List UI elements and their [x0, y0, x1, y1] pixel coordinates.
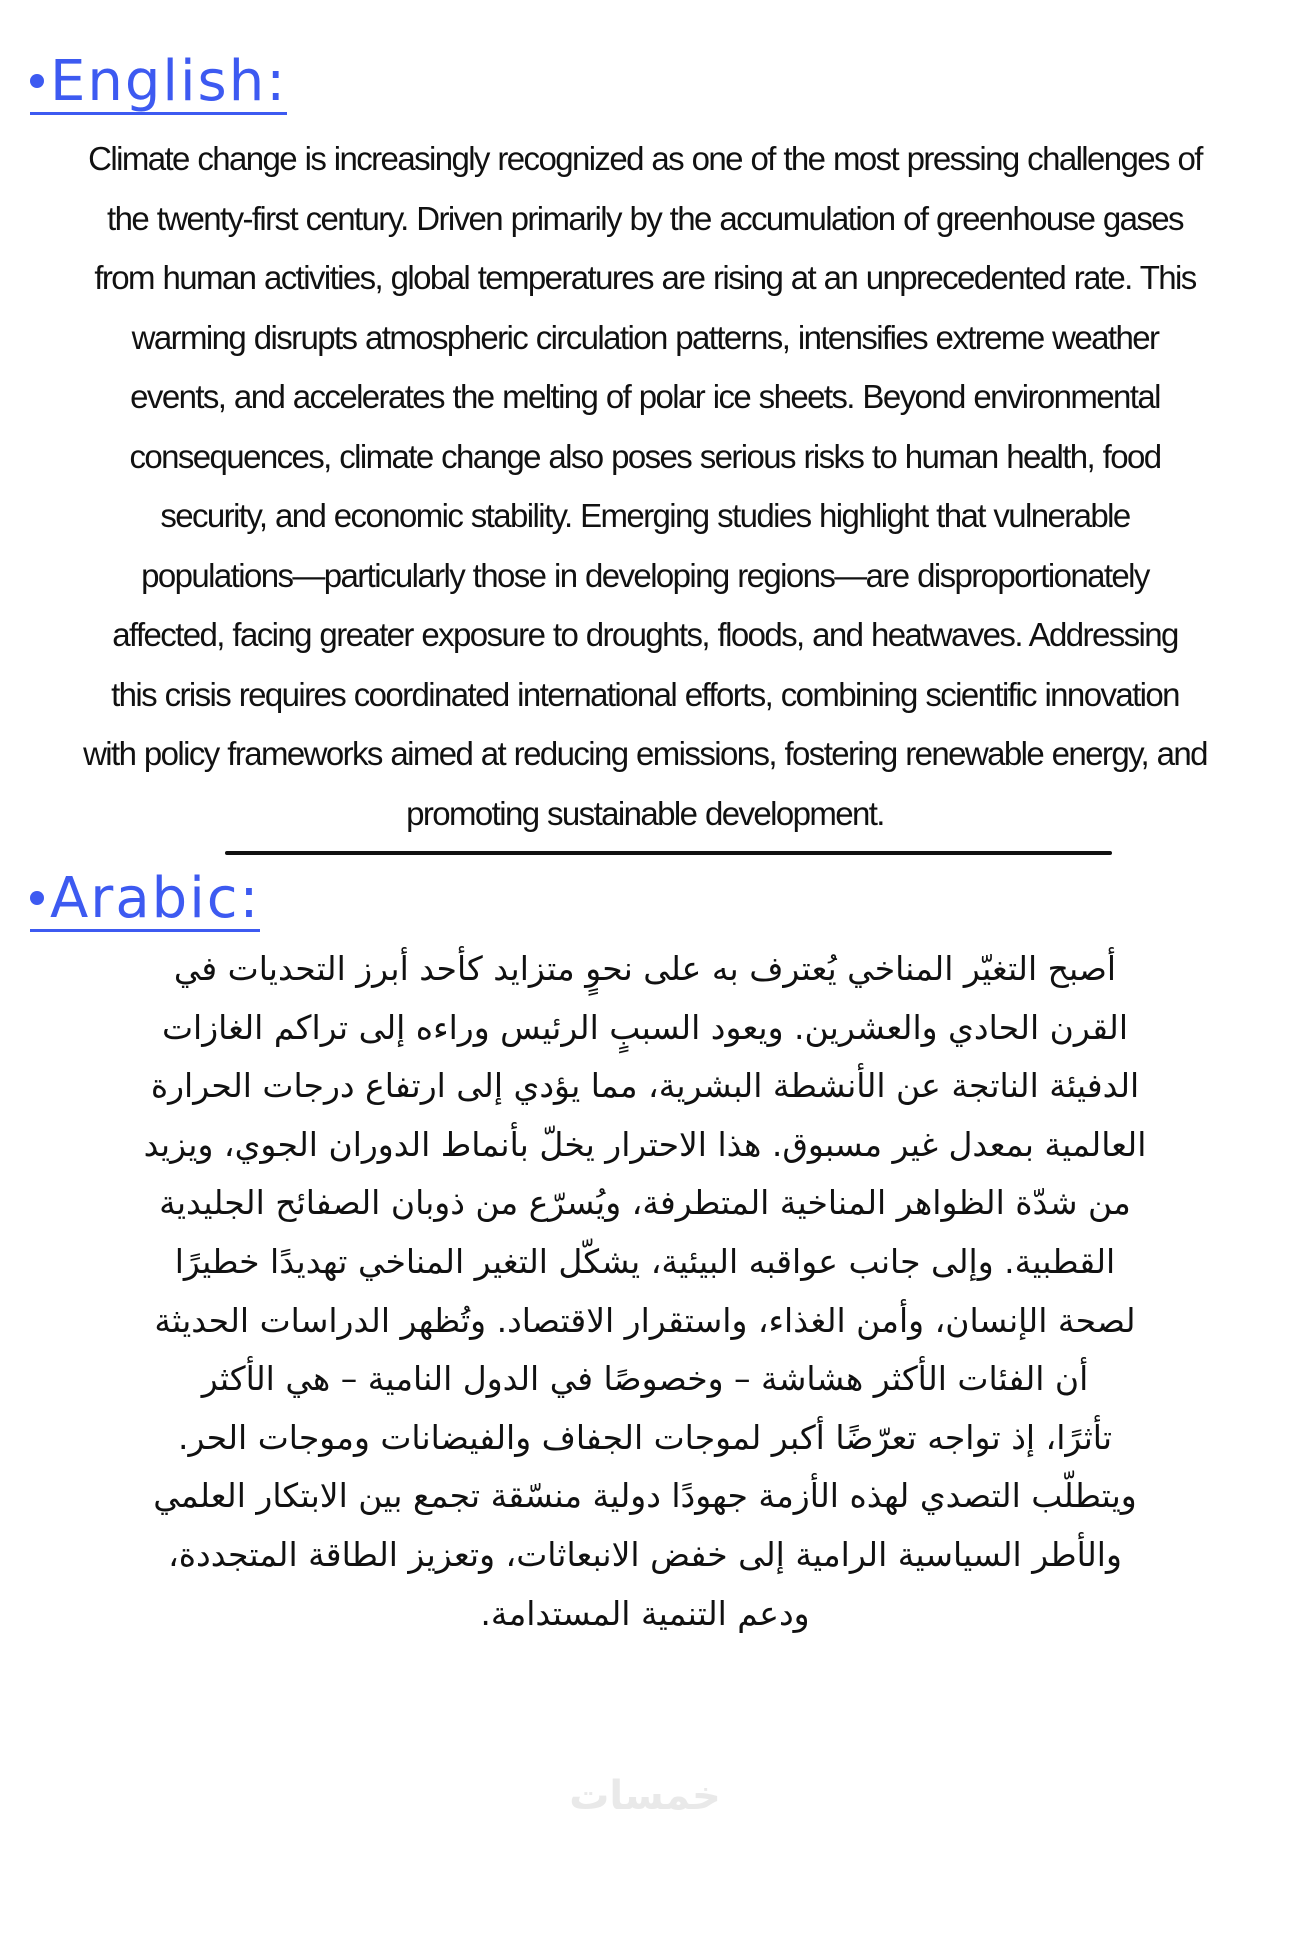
arabic-line: أصبح التغيّر المناخي يُعترف به على نحوٍ متزايد كأحد أبرز التحديات في — [173, 949, 1117, 988]
arabic-line: العالمية بمعدل غير مسبوق. هذا الاحترار يخلّ بأنماط الدوران الجوي، ويزيد — [143, 1124, 1147, 1164]
english-line: warming disrupts atmospheric circulation patterns, intensifies extreme weather — [131, 318, 1159, 356]
arabic-line: لصحة الإنسان، وأمن الغذاء، واستقرار الاقتصاد. وتُظهر الدراسات الحديثة — [154, 1300, 1136, 1340]
arabic-line: والأطر السياسية الرامية إلى خفض الانبعاثات، وتعزيز الطاقة المتجددة، — [168, 1534, 1122, 1574]
english-line: from human activities, global temperatures are rising at an unprecedented rate. This — [94, 259, 1196, 296]
english-line: with policy frameworks aimed at reducing emissions, fostering renewable energy, and — [83, 735, 1207, 772]
arabic-line: الدفيئة الناتجة عن الأنشطة البشرية، مما يؤدي إلى ارتفاع درجات الحرارة — [150, 1066, 1140, 1106]
arabic-line: أن الفئات الأكثر هشاشة – وخصوصًا في الدول النامية – هي الأكثر — [201, 1359, 1089, 1399]
arabic-heading-text: Arabic: — [50, 866, 261, 931]
arabic-line: القرن الحادي والعشرين. ويعود السببٍ الرئيس وراءه إلى تراكم الغازات — [161, 1007, 1129, 1047]
english-heading-text: English: — [50, 49, 288, 114]
arabic-line: القطبية. وإلى جانب عواقبه البيئية، يشكّل التغير المناخي تهديدًا خطيرًا — [174, 1241, 1116, 1281]
bullet-icon — [30, 74, 44, 88]
english-line: consequences, climate change also poses serious risks to human health, food — [129, 437, 1161, 475]
arabic-line: من شدّة الظواهر المناخية المتطرفة، ويُسرّع من ذوبان الصفائح الجليدية — [159, 1183, 1131, 1223]
english-line: the twenty-first century. Driven primarily by the accumulation of greenhouse gases — [107, 199, 1183, 237]
khamsat-watermark-logo: خمسات — [569, 1773, 721, 1820]
arabic-line: ويتطلّب التصدي لهذه الأزمة جهودًا دولية منسّقة تجمع بين الابتكار العلمي — [153, 1476, 1137, 1516]
english-line: events, and accelerates the melting of polar ice sheets. Beyond environmental — [130, 378, 1160, 415]
english-line: promoting sustainable development. — [406, 794, 884, 832]
english-paragraph — [0, 115, 1290, 843]
english-line: affected, facing greater exposure to droughts, floods, and heatwaves. Addressing — [112, 616, 1178, 653]
english-line: this crisis requires coordinated international efforts, combining scientific innovation — [111, 675, 1179, 713]
arabic-paragraph — [0, 932, 1290, 1643]
english-section-heading — [30, 49, 288, 115]
arabic-line: تأثرًا، إذ تواجه تعرّضًا أكبر لموجات الجفاف والفيضانات وموجات الحر. — [177, 1417, 1113, 1457]
arabic-line: ودعم التنمية المستدامة. — [480, 1593, 810, 1633]
bullet-icon — [30, 891, 44, 905]
section-divider — [225, 851, 1112, 855]
english-line: Climate change is increasingly recognized as one of the most pressing challenges of — [88, 140, 1202, 177]
english-line: security, and economic stability. Emerging studies highlight that vulnerable — [160, 497, 1130, 534]
arabic-section-heading — [30, 866, 261, 932]
english-line: populations—particularly those in developing regions—are disproportionately — [141, 556, 1149, 594]
